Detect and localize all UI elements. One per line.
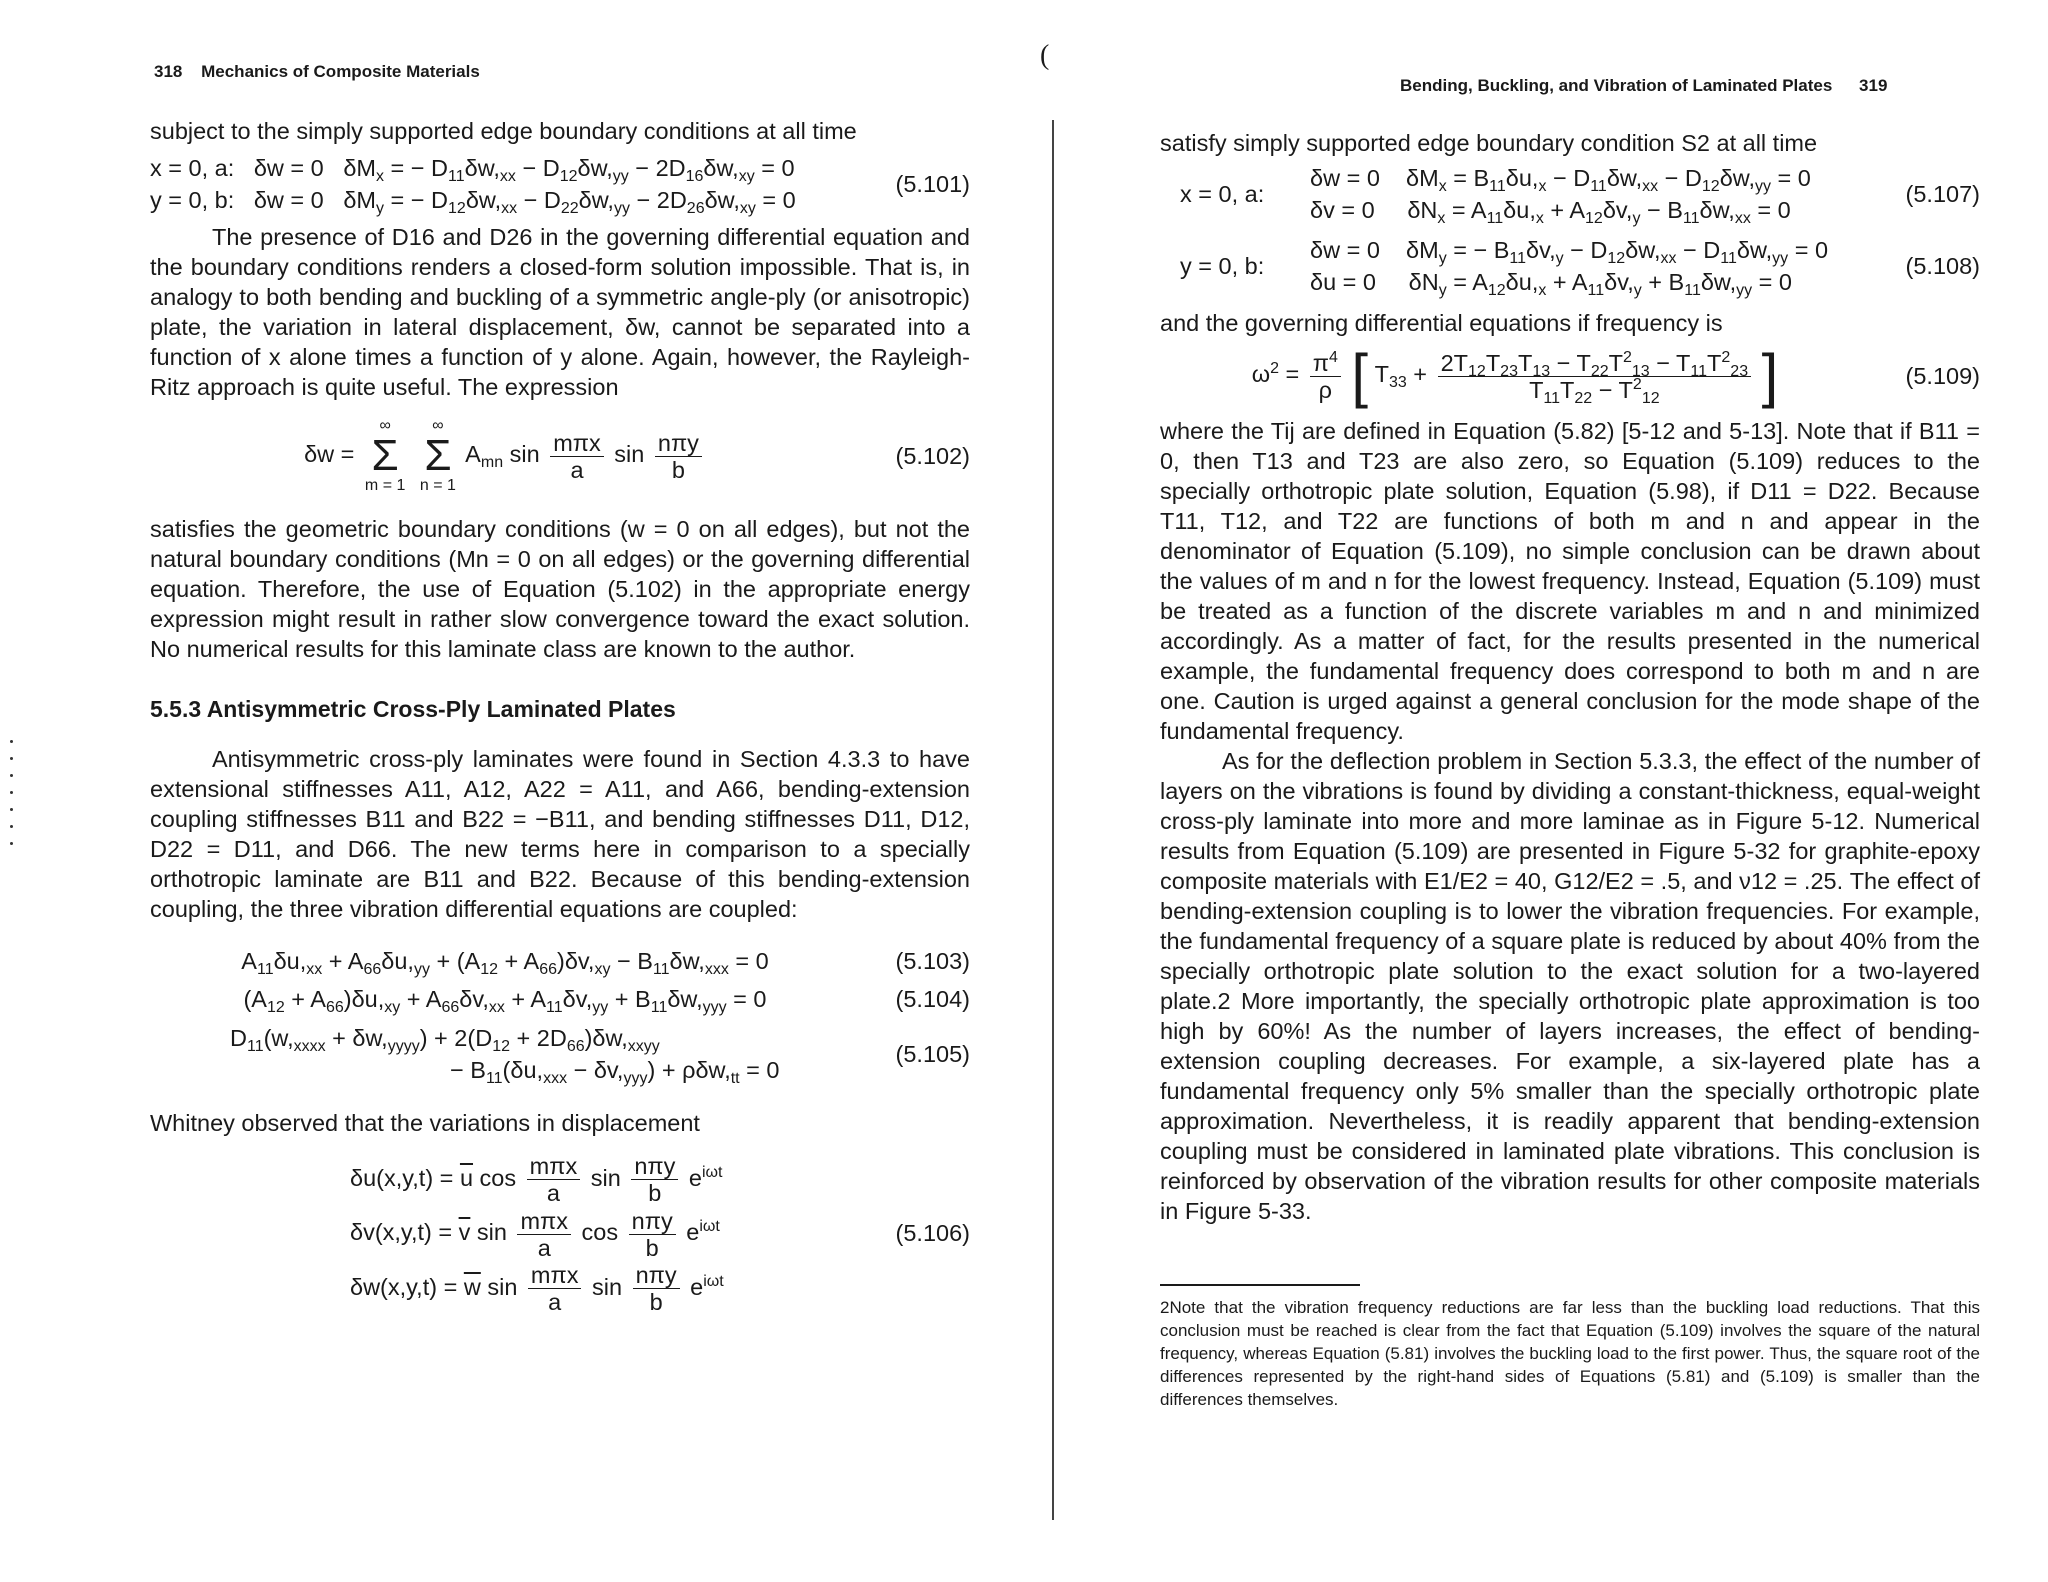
paragraph: satisfy simply supported edge boundary condition S2 at all time bbox=[1160, 130, 1818, 156]
equation-5-106: $\delta u(x,y,t) = \overline{u}$ cos $\frac{\text{mπx}}{a}$ sin $\frac{\text{nπy}}{b}$ $e^{i\omega t}$ $\delta v(x,y,t) = \overline{v}$ sin $\frac{\text{mπx}}{a}$ cos $\frac{\text{nπy}}{b}$ $e^{i\omega t}$ $\delta w(x,y,t) = \overline{w}$ sin $\frac{\text{mπx}}{a}$ sin $\frac{\text{nπy}}{b}$ $e^{i\omega t}$ (5.106) bbox=[350, 1153, 970, 1315]
paragraph: satisfies the geometric boundary conditions (w = 0 on all edges), but not the natural boundary conditions (Mn = 0 on all edges) or the governing differential equation. Therefore, the use of Equation (5.102) in the appropriate energy expression might result in rather slow convergence toward the exact solution. No numerical results for this laminate class are known to the author. bbox=[150, 516, 970, 662]
paragraph: As for the deflection problem in Section 5.3.3, the effect of the number of layers on the vibrations is found by dividing a constant-thickness, equal-weight cross-ply laminate into more and more laminae as in Figure 5-12. Numerical results from Equation (5.109) are presented in Figure 5-32 for graphite-epoxy composite materials with E1/E2 = 40, G12/E2 = .5, and ν12 = .25. The effect of bending-extension coupling is to lower the vibration frequencies. For example, the fundamental frequency of a square plate is reduced by about 40% from the specially orthotropic plate solution to the exact solution for a two-layered plate.2 More importantly, the specially orthotropic plate approximation is too high by 60%! As the number of layers increases, the effect of bending-extension coupling decreases. For example, a six-layered plate has a fundamental frequency only 5% smaller than the specially orthotropic plate approximation. Nevertheless, it is readily apparent that bending-extension coupling must be considered in laminated plate vibrations. This conclusion is reinforced by observation of the vibration results for other composite materials in Figure 5-33. bbox=[1160, 748, 1980, 1224]
equation-5-103: $A_{11}\delta u,_{xx} + A_{66}\delta u,_{yy} + (A_{12} + A_{66})\delta v,_{xy} - B_{11}\delta w,_{xxx} = 0$ (5.103) bbox=[241, 948, 970, 978]
equation-number: (5.109) bbox=[1905, 363, 1980, 389]
scan-mark: ( bbox=[1040, 40, 1050, 71]
equation-5-108: y = 0, b: δw = 0 $\delta M_y$ = − $B_{11}\delta v,_y - D_{12}\delta w,_{xx} - D_{11}\delta w,_{yy} = 0$ δu = 0 $\delta N_y = A_{12}\delta u,_x + A_{11}\delta v,_y + B_{11}\delta w,_{yy} = 0$ (5.108) bbox=[1180, 237, 1980, 299]
left-page-header bbox=[154, 62, 480, 82]
equation-number: (5.108) bbox=[1905, 253, 1980, 279]
equation-number: (5.101) bbox=[895, 171, 970, 197]
paragraph: The presence of D16 and D26 in the governing differential equation and the boundary conditions renders a closed-form solution impossible. That is, in analogy to both bending and buckling of a symmetric angle-ply (or anisotropic) plate, the variation in lateral displacement, δw, cannot be separated into a function of x alone times a function of y alone. Again, however, the Rayleigh-Ritz approach is quite useful. The expression bbox=[150, 224, 970, 400]
page-number: 319 bbox=[1859, 76, 1888, 95]
section-heading: 5.5.3 Antisymmetric Cross-Ply Laminated Plates bbox=[150, 696, 676, 722]
footnote-rule bbox=[1160, 1284, 1360, 1286]
paragraph: and the governing differential equations if frequency is bbox=[1160, 310, 1723, 336]
equation-number: (5.102) bbox=[895, 443, 970, 469]
equation-5-102: δw = ∞ Σ m = 1 ∞ Σ n = 1 $A_{mn}$ sin $\frac{\text{mπx}}{a}$ sin $\frac{\text{nπy}}{b}$ (5.102) bbox=[304, 417, 970, 494]
paragraph: Whitney observed that the variations in displacement bbox=[150, 1110, 700, 1136]
running-head: Bending, Buckling, and Vibration of Laminated Plates bbox=[1400, 76, 1833, 95]
equation-number: (5.103) bbox=[895, 948, 970, 974]
equation-5-101: x = 0, a: δw = 0 $\delta M_x$ = − $D_{11}\delta w,_{xx} - D_{12}\delta w,_{yy} - 2D_{16}\delta w,_{xy} = 0$ y = 0, b: δw = 0 $\delta M_y$ = − $D_{12}\delta w,_{xx} - D_{22}\delta w,_{yy} - 2D_{26}\delta w,_{xy} = 0$ (5.101) bbox=[150, 155, 970, 217]
paragraph: Antisymmetric cross-ply laminates were found in Section 4.3.3 to have extensional stiffnesses A11, A12, A22 = A11, and A66, bending-extension coupling stiffnesses B11 and B22 = −B11, and bending stiffnesses D11, D12, D22 = D11, and D66. The new terms here in comparison to a specially orthotropic laminate are B11 and B22. Because of this bending-extension coupling, the three vibration differential equations are coupled: bbox=[150, 746, 970, 922]
page-number: 318 bbox=[154, 62, 183, 81]
equation-5-107: x = 0, a: δw = 0 $\delta M_x = B_{11}\delta u,_x - D_{11}\delta w,_{xx} - D_{12}\delta w,_{yy} = 0$ δv = 0 $\delta N_x = A_{11}\delta u,_x + A_{12}\delta v,_y - B_{11}\delta w,_{xx} = 0$ (5.107) bbox=[1180, 165, 1980, 227]
right-page-body bbox=[1160, 128, 1980, 1411]
equation-5-109: $\omega^2$ = $\frac{\pi^4}{\rho}$ [ $T_{33}$ + $\frac{2T_{12}T_{23}T_{13} - T_{22}T^2_{13} - T_{11}T^2_{23}}{T_{11}T_{22} - T^2_{12}}$ ] (5.109) bbox=[1251, 342, 1980, 409]
paragraph: where the Tij are defined in Equation (5.82) [5-12 and 5-13]. Note that if B11 = 0, then T13 and T23 are also zero, so Equation (5.109) reduces to the specially orthotropic plate solution, Equation (5.98), if D11 = D22. Because T11, T12, and T22 are functions of both m and n and appear in the denominator of Equation (5.109), no simple conclusion can be drawn about the values of m and n for the lowest frequency. Instead, Equation (5.109) must be treated as a function of the discrete variables m and n and minimized accordingly. As a matter of fact, for the results presented in the numerical example, the fundamental frequency does correspond to both m and n are one. Caution is urged against a general conclusion for the mode shape of the fundamental frequency. bbox=[1160, 418, 1980, 744]
footnote: 2Note that the vibration frequency reductions are far less than the buckling load reductions. That this conclusion must be reached is clear from the fact that Equation (5.109) involves the square of the natural frequency, whereas Equation (5.81) involves the buckling load to the first power. Thus, the square root of the differences represented by the right-hand sides of Equations (5.81) and (5.109) is smaller than the differences themselves. bbox=[1160, 1297, 1980, 1409]
paragraph: subject to the simply supported edge boundary conditions at all time bbox=[150, 118, 857, 144]
page-gutter-divider bbox=[1052, 120, 1054, 1520]
equation-5-104: $(A_{12} + A_{66})\delta u,_{xy} + A_{66}\delta v,_{xx} + A_{11}\delta v,_{yy} + B_{11}\delta w,_{yyy} = 0$ (5.104) bbox=[243, 986, 970, 1016]
equation-number: (5.104) bbox=[895, 986, 970, 1012]
right-page bbox=[1160, 0, 1980, 1582]
scan-dots bbox=[10, 740, 14, 859]
equations-5-103-to-5-105 bbox=[150, 946, 970, 1086]
running-head: Mechanics of Composite Materials bbox=[201, 62, 480, 81]
left-page-body bbox=[150, 116, 970, 1315]
left-page bbox=[150, 0, 970, 1582]
equation-number: (5.107) bbox=[1905, 181, 1980, 207]
equation-5-105: $D_{11}(w,_{xxxx} + \delta w,_{yyyy}) + 2(D_{12} + 2D_{66})\delta w,_{xxyy}$ − $B_{11}(\delta u,_{xxx} - \delta v,_{yyy}) + \rho\delta w,_{tt} = 0$ (5.105) bbox=[230, 1025, 970, 1087]
right-page-header bbox=[1400, 76, 1887, 96]
equation-number: (5.105) bbox=[895, 1041, 970, 1067]
equation-number: (5.106) bbox=[895, 1220, 970, 1247]
